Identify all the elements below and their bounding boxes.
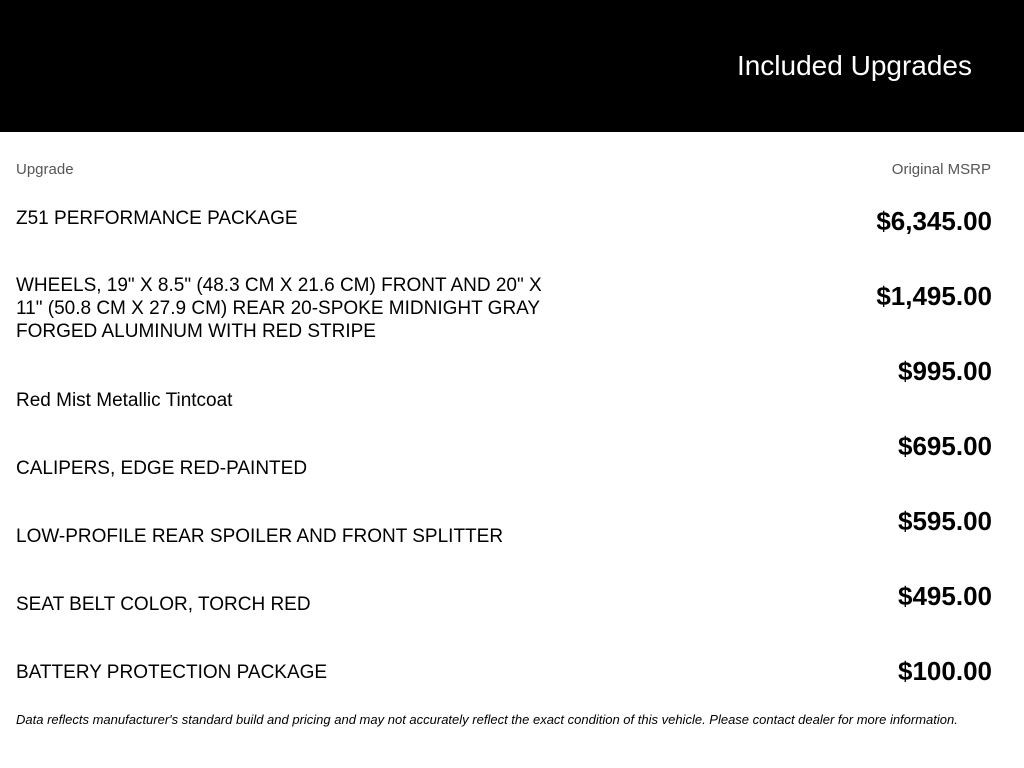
upgrade-name: SEAT BELT COLOR, TORCH RED	[16, 594, 311, 615]
upgrade-name: CALIPERS, EDGE RED-PAINTED	[16, 458, 308, 479]
page-title: Included Upgrades	[736, 50, 972, 81]
column-header-msrp: Original MSRP	[891, 161, 991, 178]
upgrade-price: $1,495.00	[876, 281, 992, 311]
upgrade-name: WHEELS, 19" X 8.5" (48.3 CM X 21.6 CM) FRONT AND 20" X 11" (50.8 CM X 27.9 CM) REAR 20-SPOKE MIDNIGHT GRAY FORGED ALUMINUM WITH RED STRIPE	[16, 275, 542, 342]
upgrade-price: $695.00	[898, 431, 992, 461]
upgrade-price: $6,345.00	[876, 206, 992, 236]
upgrade-price: $995.00	[898, 356, 992, 386]
upgrade-name: BATTERY PROTECTION PACKAGE	[16, 662, 328, 683]
upgrade-price: $100.00	[898, 656, 992, 686]
upgrade-price: $595.00	[898, 506, 992, 536]
disclaimer-text: Data reflects manufacturer's standard build and pricing and may not accurately reflect the exact condition of this vehicle. Please contact dealer for more information.	[16, 712, 958, 727]
upgrade-name: Z51 PERFORMANCE PACKAGE	[16, 208, 298, 229]
header-banner	[0, 0, 1024, 132]
column-header-upgrade: Upgrade	[16, 161, 74, 178]
upgrade-name: LOW-PROFILE REAR SPOILER AND FRONT SPLITTER	[16, 526, 504, 547]
upgrade-name: Red Mist Metallic Tintcoat	[16, 390, 233, 411]
upgrade-price: $495.00	[898, 581, 992, 611]
